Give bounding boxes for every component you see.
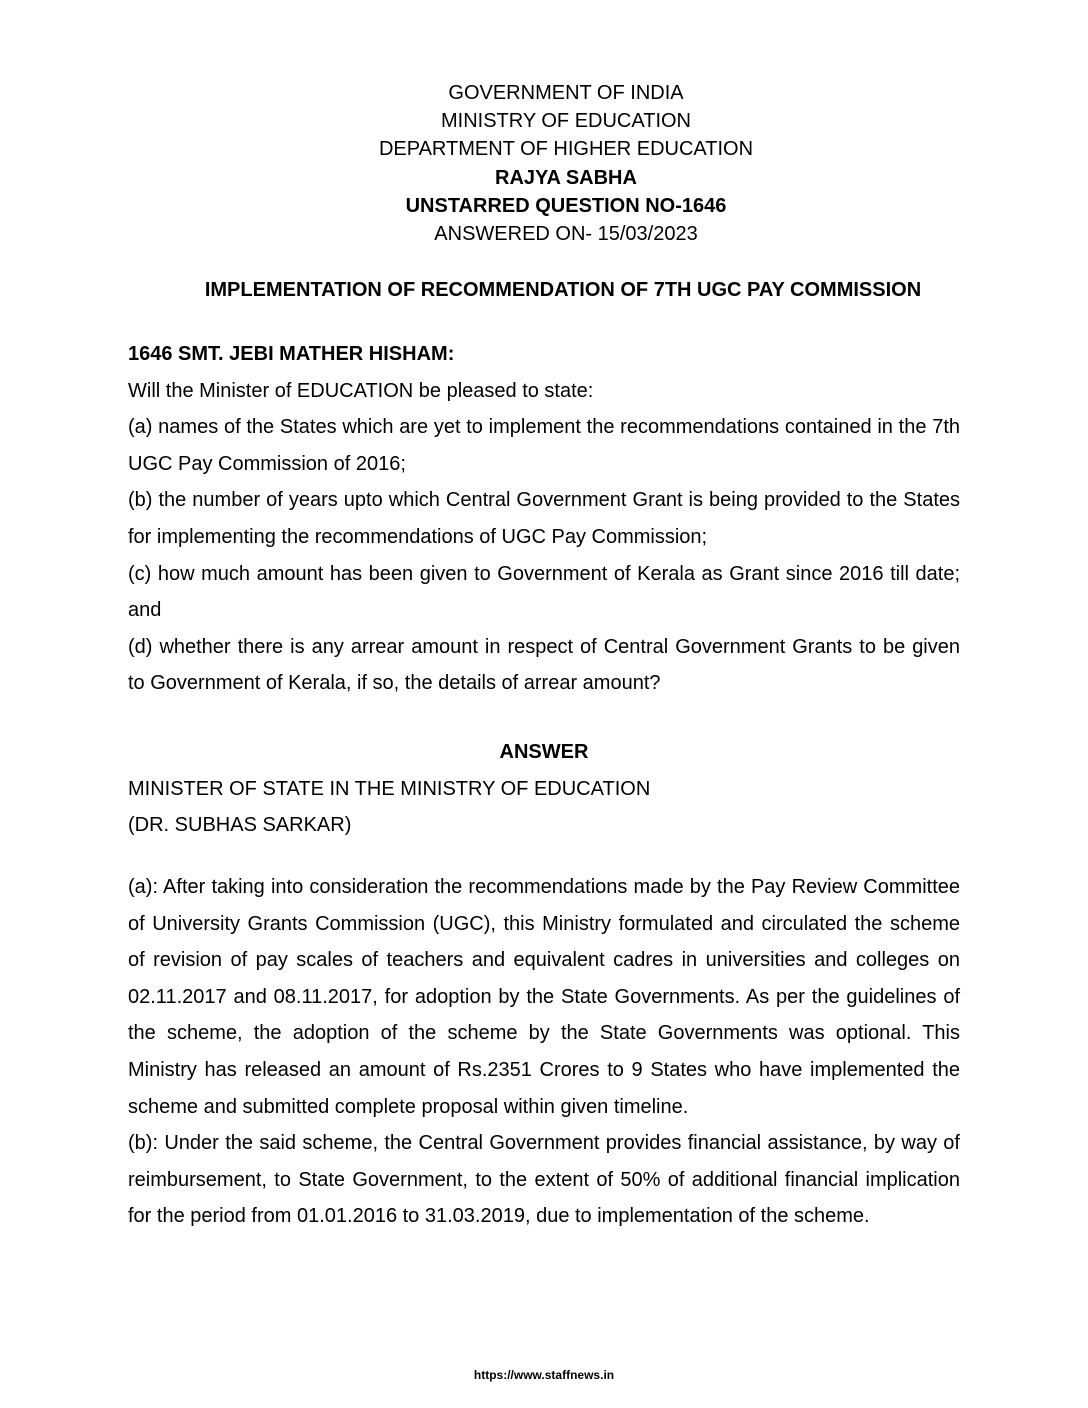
- question-asker: 1646 SMT. JEBI MATHER HISHAM:: [128, 343, 455, 365]
- question-part: (d) whether there is any arrear amount in respect of Central Government Grants to be given to Government of Kerala, if so, the details of arrear amount?: [128, 635, 960, 695]
- header-line: UNSTARRED QUESTION NO-1646: [405, 194, 727, 217]
- question-intro: Will the Minister of EDUCATION be pleased to state:: [128, 379, 594, 402]
- question-part: (a) names of the States which are yet to implement the recommendations contained in the 7th UGC Pay Commission of 2016;: [128, 416, 960, 475]
- answer-header: [128, 734, 960, 844]
- minister-name: (DR. SUBHAS SARKAR): [128, 814, 352, 837]
- answer-part: (b): Under the said scheme, the Central Government provides financial assistance, by way of reimbursement, to State Government, to the extent of 50% of additional financial implication for the period from 01.01.2016 to 31.03.2019, due to implementation of the scheme.: [128, 1132, 960, 1228]
- header-line: GOVERNMENT OF INDIA: [448, 82, 684, 104]
- minister-title: MINISTER OF STATE IN THE MINISTRY OF EDUCATION: [128, 777, 651, 800]
- document-title: IMPLEMENTATION OF RECOMMENDATION OF 7TH UGC PAY COMMISSION: [204, 279, 922, 301]
- footer-url: https://www.staffnews.in: [473, 1368, 615, 1382]
- question-part: (c) how much amount has been given to Government of Kerala as Grant since 2016 till date; and: [128, 562, 960, 622]
- answer-section: [128, 869, 960, 1235]
- header-line: MINISTRY OF EDUCATION: [440, 110, 692, 133]
- question-part: (b) the number of years upto which Central Government Grant is being provided to the States for implementing the recommendations of UGC Pay Commission;: [128, 489, 960, 548]
- header-line: RAJYA SABHA: [495, 166, 637, 189]
- question-section: [128, 336, 960, 702]
- document-header: [0, 79, 1088, 248]
- answer-heading: ANSWER: [499, 741, 589, 763]
- header-line: DEPARTMENT OF HIGHER EDUCATION: [378, 138, 754, 161]
- answer-part: (a): After taking into consideration the recommendations made by the Pay Review Committee of University Grants Commission (UGC), this Ministry formulated and circulated the scheme of revision of pay scales of teachers and equivalent cadres in universities and colleges on 02.11.2017 and 08.11.2017, for adoption by the State Governments. As per the guidelines of the scheme, the adoption of the scheme by the State Governments was optional. This Ministry has released an amount of Rs.2351 Crores to 9 States who have implemented the scheme and submitted complete proposal within given timeline.: [128, 876, 960, 1118]
- header-line: ANSWERED ON- 15/03/2023: [434, 223, 698, 246]
